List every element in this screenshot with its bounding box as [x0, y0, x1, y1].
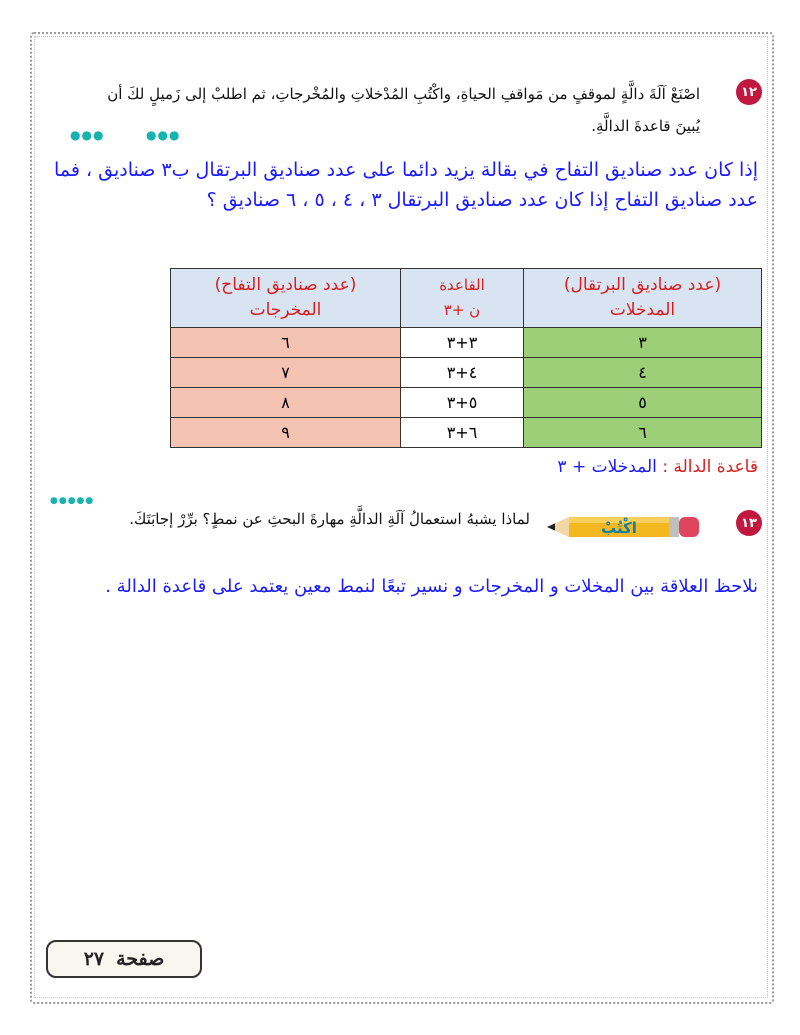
- header-rule-formula: ن +٣: [443, 301, 481, 319]
- answer-text: نلاحظ العلاقة بين المخلات و المخرجات و نسير تبعًا لنمط معين يعتمد على قاعدة الدالة .: [105, 576, 758, 597]
- input-cell: ٤: [524, 358, 762, 388]
- page-label: صفحة: [116, 948, 165, 970]
- input-cell: ٣: [524, 328, 762, 358]
- rule-cell: ٥+٣: [401, 388, 524, 418]
- rule-cell: ٤+٣: [401, 358, 524, 388]
- page-number-badge: [46, 940, 202, 978]
- rule-cell: ٣+٣: [401, 328, 524, 358]
- function-rule-label: قاعدة الدالة :: [662, 457, 758, 477]
- function-rule: [557, 457, 758, 477]
- header-output: [171, 269, 401, 328]
- page-number: ٢٧: [83, 948, 105, 970]
- question-12-number: ١٢: [736, 79, 762, 105]
- output-cell: ٦: [171, 328, 401, 358]
- dots-decoration-icon: ●●●●●: [50, 496, 95, 506]
- table-row: [171, 328, 762, 358]
- table-row: [171, 388, 762, 418]
- header-input: [524, 269, 762, 328]
- table-row: [171, 358, 762, 388]
- header-input-label: المدخلات: [609, 300, 676, 320]
- question-13-number: ١٣: [736, 510, 762, 536]
- header-output-title: (عدد صناديق التفاح): [214, 275, 357, 295]
- output-cell: ٩: [171, 418, 401, 448]
- input-cell: ٥: [524, 388, 762, 418]
- output-cell: ٧: [171, 358, 401, 388]
- header-output-label: المخرجات: [249, 300, 322, 320]
- function-table: [170, 268, 762, 448]
- rule-cell: ٦+٣: [401, 418, 524, 448]
- table-header-row: [171, 269, 762, 328]
- header-rule: [401, 269, 524, 328]
- dots-decoration-icon: ●●●: [146, 128, 181, 142]
- input-cell: ٦: [524, 418, 762, 448]
- question-12-text: اصْنَعْ آلَةَ دالَّةٍ لموقفٍ من مَواقفِ الحياةِ، واكْتُبِ المُدْخلاتِ والمُخْرجاتِ، ثم اطلبْ إلى زَميلٍ لكَ أن يُبينَ قاعدةَ الدالَّةِ.: [107, 85, 700, 135]
- header-input-title: (عدد صناديق البرتقال): [563, 275, 722, 295]
- header-rule-title: القاعدة: [439, 276, 485, 294]
- question-13-text: لماذا يشبهُ استعمالُ آلَةِ الدالَّةِ مهارةَ البحثِ عن نمطٍ؟ برِّرْ إجابَتَكَ.: [129, 510, 530, 528]
- function-rule-value: المدخلات + ٣: [557, 457, 657, 477]
- write-badge-label: اكْتُبْ: [601, 519, 637, 537]
- table-row: [171, 418, 762, 448]
- output-cell: ٨: [171, 388, 401, 418]
- pencil-icon: [547, 511, 705, 543]
- dots-decoration-icon: ●●●: [70, 128, 105, 142]
- word-problem: إذا كان عدد صناديق التفاح في بقالة يزيد دائما على عدد صناديق البرتقال ب٣ صناديق ، فما عدد صناديق التفاح إذا كان عدد صناديق البرتقال ٣ ، ٤ ، ٥ ، ٦ صناديق ؟: [54, 159, 758, 211]
